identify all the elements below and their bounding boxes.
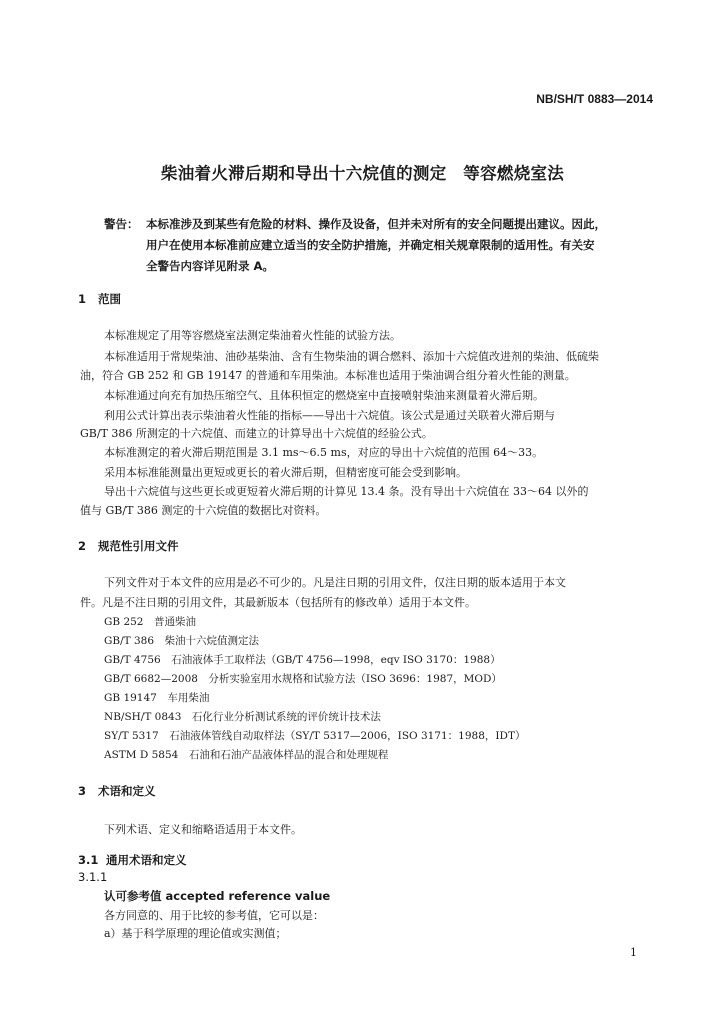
subsubsection-number: 3.1.1 bbox=[78, 870, 108, 884]
page-number: 1 bbox=[630, 946, 637, 959]
reference-item: SY/T 5317 石油液体管线自动取样法（SY/T 5317—2006，ISO 3171：1988，IDT） bbox=[104, 730, 526, 742]
paragraph: 本标准规定了用等容燃烧室法测定柴油着火性能的试验方法。 bbox=[104, 329, 401, 342]
warning-line: 用户在使用本标准前应建立适当的安全防护措施，并确定相关规章限制的适用性。有关安 bbox=[146, 238, 595, 252]
paragraph: 本标准适用于常规柴油、油砂基柴油、含有生物柴油的调合燃料、添加十六烷值改进剂的柴油、低硫柴 bbox=[104, 350, 599, 363]
reference-item: NB/SH/T 0843 石化行业分析测试系统的评价统计技术法 bbox=[104, 711, 381, 723]
paragraph: 本标准测定的着火滞后期范围是 3.1 ms～6.5 ms，对应的导出十六烷值的范围 64～33。 bbox=[104, 446, 544, 459]
reference-item: GB 252 普通柴油 bbox=[104, 616, 196, 628]
definition-item: a）基于科学原理的理论值或实测值； bbox=[104, 927, 287, 940]
paragraph: 油，符合 GB 252 和 GB 19147 的普通和车用柴油。本标准也适用于柴油调合组分着火性能的测量。 bbox=[80, 369, 576, 382]
reference-item: ASTM D 5854 石油和石油产品液体样品的混合和处理规程 bbox=[104, 749, 389, 761]
paragraph: 下列术语、定义和缩略语适用于本文件。 bbox=[104, 823, 302, 836]
reference-item: GB/T 386 柴油十六烷值测定法 bbox=[104, 635, 260, 647]
definition: 各方同意的、用于比较的参考值，它可以是： bbox=[104, 909, 324, 922]
paragraph: 导出十六烷值与这些更长或更短着火滞后期的计算见 13.4 条。没有导出十六烷值在 33～64 以外的 bbox=[104, 485, 589, 498]
document-title: 柴油着火滞后期和导出十六烷值的测定 等容燃烧室法 bbox=[160, 164, 565, 183]
paragraph: GB/T 386 所测定的十六烷值、而建立的计算导出十六烷值的经验公式。 bbox=[80, 427, 433, 440]
warning-label: 警告： bbox=[104, 217, 139, 231]
warning-line: 全警告内容详见附录 A。 bbox=[146, 259, 274, 273]
paragraph: 下列文件对于本文件的应用是必不可少的。凡是注日期的引用文件，仅注日期的版本适用于本文 bbox=[104, 576, 566, 589]
paragraph: 利用公式计算出表示柴油着火性能的指标——导出十六烷值。该公式是通过关联着火滞后期与 bbox=[104, 409, 555, 422]
paragraph: 值与 GB/T 386 测定的十六烷值的数据比对资料。 bbox=[80, 504, 327, 517]
standard-code: NB/SH/T 0883—2014 bbox=[536, 92, 653, 106]
reference-item: GB/T 4756 石油液体手工取样法（GB/T 4756—1998，eqv ISO 3170：1988） bbox=[104, 654, 501, 666]
paragraph: 本标准通过向充有加热压缩空气、且体积恒定的燃烧室中直接喷射柴油来测量着火滞后期。 bbox=[104, 389, 544, 402]
subsection-heading: 3.1 通用术语和定义 bbox=[78, 853, 187, 867]
paragraph: 件。凡是不注日期的引用文件，其最新版本（包括所有的修改单）适用于本文件。 bbox=[80, 596, 476, 609]
section-2-heading: 2 规范性引用文件 bbox=[78, 539, 179, 553]
section-3-heading: 3 术语和定义 bbox=[78, 784, 156, 798]
term: 认可参考值 accepted reference value bbox=[104, 889, 331, 903]
reference-item: GB 19147 车用柴油 bbox=[104, 692, 210, 704]
section-1-heading: 1 范围 bbox=[78, 292, 121, 306]
reference-item: GB/T 6682—2008 分析实验室用水规格和试验方法（ISO 3696：1987，MOD） bbox=[104, 673, 502, 685]
paragraph: 采用本标准能测量出更短或更长的着火滞后期，但精密度可能会受到影响。 bbox=[104, 466, 467, 479]
warning-line: 本标准涉及到某些有危险的材料、操作及设备，但并未对所有的安全问题提出建议。因此， bbox=[146, 217, 606, 231]
safety-warning bbox=[104, 214, 664, 277]
